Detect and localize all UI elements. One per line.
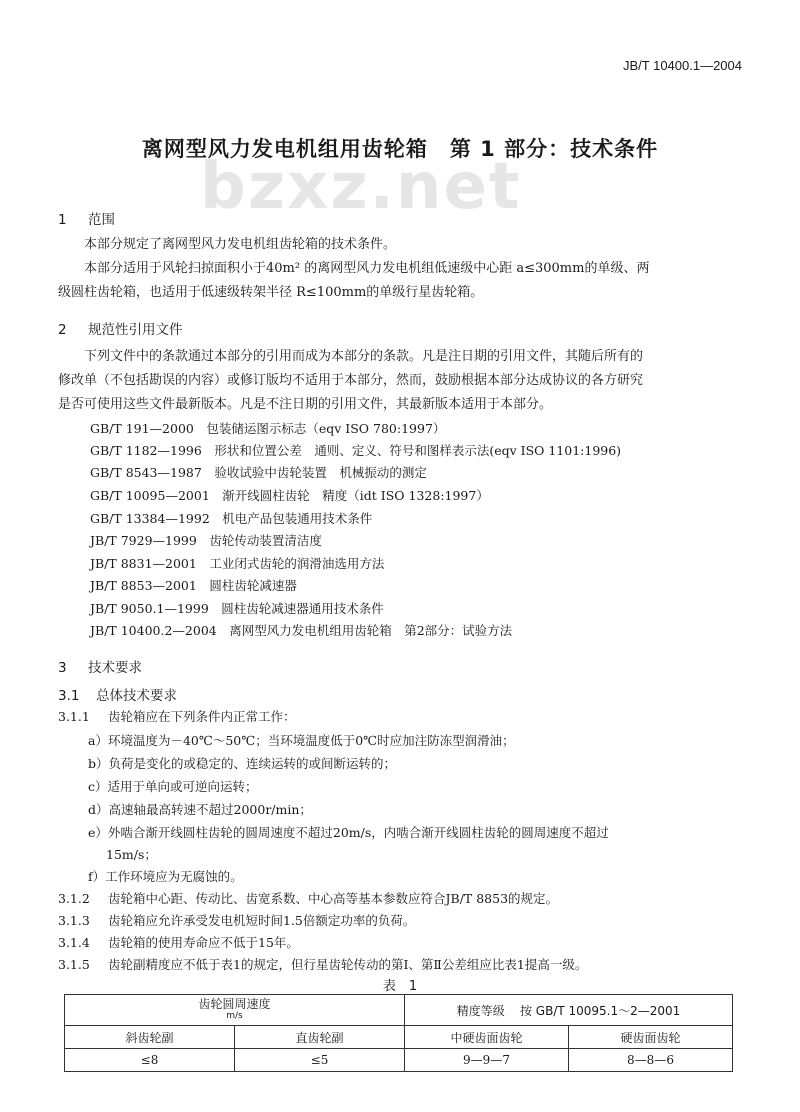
reference-item: GB/T 1182—1996 形状和位置公差 通则、定义、符号和图样表示法(eqv ISO 1101:1996) xyxy=(90,443,622,458)
table-cell: 8—8—6 xyxy=(569,1049,733,1072)
header-cell-precision xyxy=(405,995,733,1026)
condition-item: e）外啮合渐开线圆柱齿轮的圆周速度不超过20m/s，内啮合渐开线圆柱齿轮的圆周速度不超过 xyxy=(88,825,609,840)
clause-3-1-2 xyxy=(58,888,558,910)
clause-number: 3.1.5 xyxy=(58,957,90,972)
scope-paragraph-2a: 本部分适用于风轮扫掠面积小于40m² 的离网型风力发电机组低速级中心距 a≤300mm的单级、两 xyxy=(84,261,650,276)
condition-item: b）负荷是变化的或稳定的、连续运转的或间断运转的； xyxy=(88,756,397,771)
column-header: 硬齿面齿轮 xyxy=(569,1026,733,1049)
table-row xyxy=(65,1049,733,1072)
section-number: 1 xyxy=(58,212,67,228)
document-title: 离网型风力发电机组用齿轮箱 第 1 部分：技术条件 xyxy=(141,137,659,161)
header-cell-speed xyxy=(65,995,405,1026)
watermark: bzxz.net xyxy=(200,150,522,224)
clause-text: 齿轮箱的使用寿命应不低于15年。 xyxy=(108,935,299,950)
header-speed-label: 齿轮圆周速度 xyxy=(198,997,271,1011)
clause-3-1-1 xyxy=(58,706,296,728)
reference-item: GB/T 191—2000 包装储运图示标志（eqv ISO 780:1997） xyxy=(90,421,446,436)
condition-item: f）工作环境应为无腐蚀的。 xyxy=(88,869,243,884)
table-1 xyxy=(64,994,733,1072)
refs-intro-line-3: 是否可使用这些文件最新版本。凡是不注日期的引用文件，其最新版本适用于本部分。 xyxy=(58,397,553,412)
column-header: 中硬齿面齿轮 xyxy=(405,1026,569,1049)
table-cell: 9—9—7 xyxy=(405,1049,569,1072)
condition-item: d）高速轴最高转速不超过2000r/min； xyxy=(88,802,312,817)
header-speed-unit: m/s xyxy=(226,1011,243,1021)
reference-item: JB/T 7929—1999 齿轮传动装置清洁度 xyxy=(90,533,322,548)
reference-item: JB/T 9050.1—1999 圆柱齿轮减速器通用技术条件 xyxy=(90,601,384,616)
reference-item: JB/T 8831—2001 工业闭式齿轮的润滑油选用方法 xyxy=(90,556,385,571)
reference-item: GB/T 8543—1987 验收试验中齿轮装置 机械振动的测定 xyxy=(90,465,427,480)
clause-number: 3.1.4 xyxy=(58,935,90,950)
section-title: 技术要求 xyxy=(88,660,142,676)
scope-paragraph-1: 本部分规定了离网型风力发电机组齿轮箱的技术条件。 xyxy=(84,237,397,252)
condition-item-continued: 15m/s； xyxy=(106,847,157,862)
standard-number: JB/T 10400.1—2004 xyxy=(622,58,742,73)
clause-text: 齿轮箱中心距、传动比、齿宽系数、中心高等基本参数应符合JB/T 8853的规定。 xyxy=(108,891,559,906)
clause-number: 3.1.2 xyxy=(58,891,90,906)
column-header: 斜齿轮副 xyxy=(65,1026,235,1049)
scope-paragraph-2b: 级圆柱齿轮箱，也适用于低速级转架半径 R≤100mm的单级行星齿轮箱。 xyxy=(58,285,484,300)
condition-item: c）适用于单向或可逆向运转； xyxy=(88,779,258,794)
section-3-heading xyxy=(58,656,142,676)
table-caption: 表 1 xyxy=(382,979,418,994)
reference-item: JB/T 8853—2001 圆柱齿轮减速器 xyxy=(90,578,297,593)
section-3-1-heading xyxy=(58,684,177,704)
section-2-heading xyxy=(58,318,183,338)
clause-number: 3.1.1 xyxy=(58,709,90,724)
column-header: 直齿轮副 xyxy=(235,1026,405,1049)
precision-table xyxy=(64,994,733,1072)
condition-item: a）环境温度为－40℃～50℃；当环境温度低于0℃时应加注防冻型润滑油； xyxy=(88,733,515,748)
clause-3-1-4 xyxy=(58,932,299,954)
header-precision-standard: 按 GB/T 10095.1～2—2001 xyxy=(519,1003,681,1018)
clause-3-1-5 xyxy=(58,954,587,976)
subsection-title: 总体技术要求 xyxy=(96,688,177,704)
clause-text: 齿轮箱应在下列条件内正常工作： xyxy=(108,709,296,724)
clause-text: 齿轮副精度应不低于表1的规定，但行星齿轮传动的第Ⅰ、第Ⅱ公差组应比表1提高一级。 xyxy=(108,957,588,972)
table-header-row xyxy=(65,995,733,1026)
section-number: 2 xyxy=(58,322,67,338)
reference-item: JB/T 10400.2—2004 离网型风力发电机组用齿轮箱 第2部分：试验方法 xyxy=(90,623,513,638)
table-subheader-row xyxy=(65,1026,733,1049)
clause-text: 齿轮箱应允许承受发电机短时间1.5倍额定功率的负荷。 xyxy=(108,913,416,928)
section-1-heading xyxy=(58,208,115,228)
section-number: 3 xyxy=(58,660,67,676)
reference-item: GB/T 13384—1992 机电产品包装通用技术条件 xyxy=(90,511,373,526)
refs-intro-line-1: 下列文件中的条款通过本部分的引用而成为本部分的条款。凡是注日期的引用文件，其随后所有的 xyxy=(84,349,644,364)
clause-number: 3.1.3 xyxy=(58,913,90,928)
clause-3-1-3 xyxy=(58,910,415,932)
reference-item: GB/T 10095—2001 渐开线圆柱齿轮 精度（idt ISO 1328:1997） xyxy=(90,488,489,503)
header-precision-label: 精度等级 xyxy=(456,1003,505,1018)
section-title: 规范性引用文件 xyxy=(88,322,183,338)
section-title: 范围 xyxy=(88,212,115,228)
refs-intro-line-2: 修改单（不包括勘误的内容）或修订版均不适用于本部分，然而，鼓励根据本部分达成协议的各方研究 xyxy=(58,373,644,388)
table-cell: ≤5 xyxy=(235,1049,405,1072)
subsection-number: 3.1 xyxy=(58,688,80,704)
table-cell: ≤8 xyxy=(65,1049,235,1072)
